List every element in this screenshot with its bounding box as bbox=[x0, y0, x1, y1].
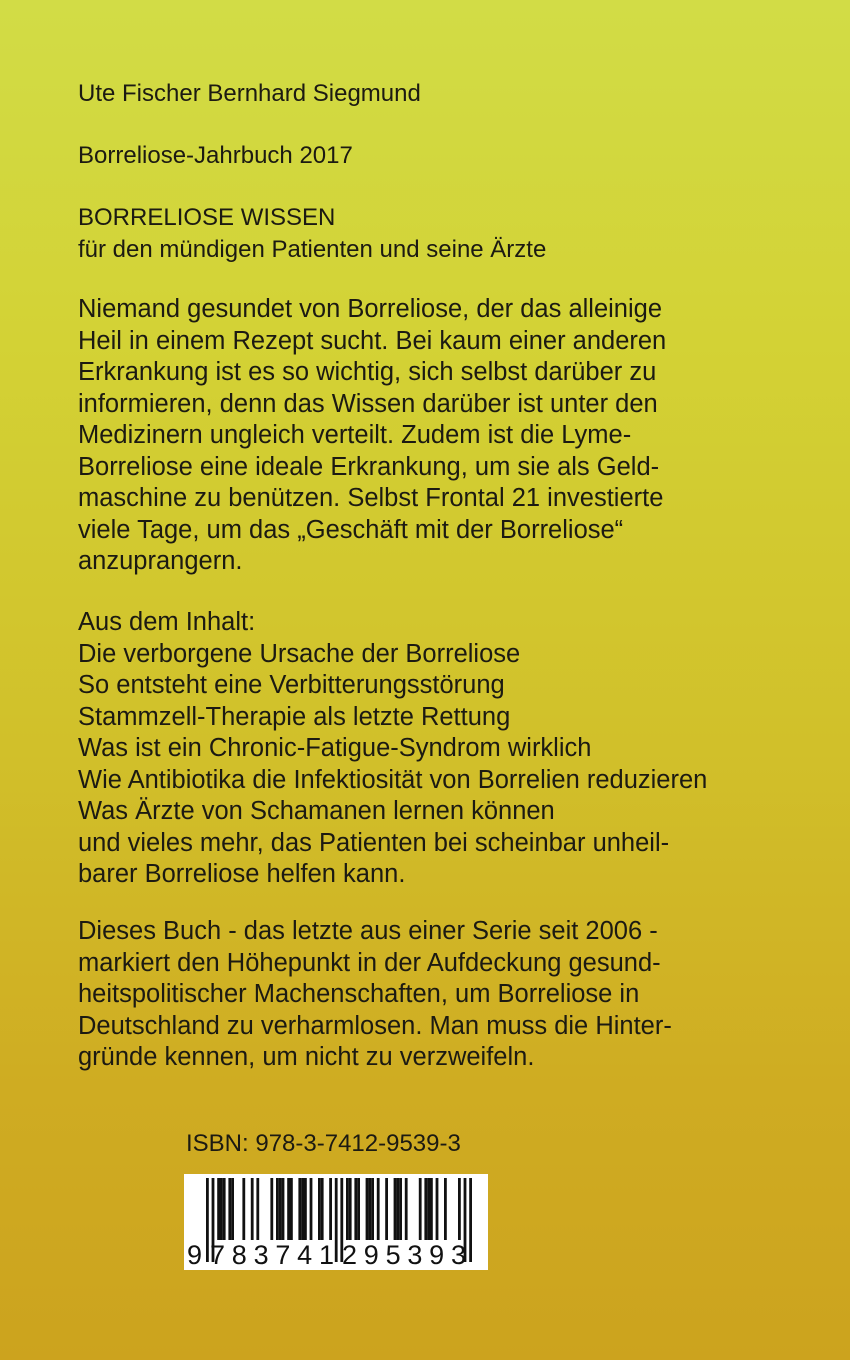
barcode-bar bbox=[419, 1178, 422, 1240]
text-line: informieren, denn das Wissen darüber ist unter den bbox=[78, 389, 658, 418]
barcode-bar bbox=[228, 1178, 231, 1240]
text-line: anzuprangern. bbox=[78, 547, 243, 575]
barcode-bar bbox=[310, 1178, 313, 1240]
text-line: Erkrankung ist es so wichtig, sich selbst darüber zu bbox=[78, 358, 657, 386]
barcode-bar bbox=[329, 1178, 332, 1240]
list-item: Die verborgene Ursache der Borreliose bbox=[78, 639, 521, 668]
barcode-bar bbox=[436, 1178, 439, 1240]
barcode-bar bbox=[469, 1178, 472, 1262]
list-item: So entsteht eine Verbitterungsstörung bbox=[78, 671, 505, 699]
barcode-bar bbox=[206, 1178, 209, 1262]
barcode-bar bbox=[444, 1178, 447, 1240]
barcode-bar bbox=[335, 1178, 338, 1262]
list-item: Was Ärzte von Schamanen lernen können bbox=[78, 797, 555, 825]
list-item: Stammzell-Therapie als letzte Rettung bbox=[78, 702, 511, 731]
barcode-bar bbox=[377, 1178, 380, 1240]
barcode-bar bbox=[220, 1178, 223, 1240]
text-line: Heil in einem Rezept sucht. Bei kaum einer anderen bbox=[78, 326, 667, 355]
barcode-graphic bbox=[184, 1174, 488, 1270]
barcode-bar bbox=[242, 1178, 245, 1240]
text-line: Deutschland zu verharmlosen. Man muss die Hinter- bbox=[78, 1011, 672, 1040]
list-item: barer Borreliose helfen kann. bbox=[78, 860, 406, 888]
barcode-bar bbox=[290, 1178, 293, 1240]
barcode-bar bbox=[405, 1178, 408, 1240]
barcode-bar bbox=[301, 1178, 304, 1240]
barcode-bar bbox=[349, 1178, 352, 1240]
barcode-bar bbox=[251, 1178, 254, 1240]
barcode-bar bbox=[282, 1178, 285, 1240]
series-title: Borreliose-Jahrbuch 2017 bbox=[78, 142, 353, 169]
barcode-bar bbox=[396, 1178, 399, 1240]
isbn-label: ISBN: 978-3-7412-9539-3 bbox=[186, 1130, 461, 1157]
book-title: BORRELIOSE WISSEN bbox=[78, 204, 336, 231]
barcode-bar bbox=[368, 1178, 371, 1240]
barcode-bar bbox=[366, 1178, 369, 1240]
text-line: gründe kennen, um nicht zu verzweifeln. bbox=[78, 1043, 535, 1071]
barcode-bar bbox=[424, 1178, 427, 1240]
barcode-digit-first: 9 bbox=[187, 1240, 203, 1270]
barcode-digits-left: 783741 bbox=[210, 1240, 334, 1270]
barcode-bar bbox=[276, 1178, 279, 1240]
intro-paragraph bbox=[78, 294, 778, 578]
barcode-bar bbox=[279, 1178, 282, 1240]
barcode-digits-right: 295393 bbox=[342, 1240, 466, 1270]
text-line: Medizinern ungleich verteilt. Zudem ist die Lyme- bbox=[78, 421, 632, 449]
closing-paragraph bbox=[78, 916, 778, 1074]
list-item: und vieles mehr, das Patienten bei scheinbar unheil- bbox=[78, 828, 670, 857]
text-line: viele Tage, um das „Geschäft mit der Borreliose“ bbox=[78, 515, 624, 544]
barcode-bar bbox=[458, 1178, 461, 1240]
contents-heading: Aus dem Inhalt: bbox=[78, 608, 256, 636]
barcode-bar bbox=[430, 1178, 433, 1240]
barcode-bar bbox=[217, 1178, 220, 1240]
barcode-bar bbox=[298, 1178, 301, 1240]
barcode-bar bbox=[354, 1178, 357, 1240]
barcode-bar bbox=[231, 1178, 234, 1240]
isbn-barcode bbox=[184, 1174, 488, 1270]
barcode-bar bbox=[223, 1178, 226, 1240]
list-item: Was ist ein Chronic-Fatigue-Syndrom wirklich bbox=[78, 734, 592, 762]
text-line: markiert den Höhepunkt in der Aufdeckung gesund- bbox=[78, 948, 661, 977]
barcode-bar bbox=[321, 1178, 324, 1240]
barcode-bar bbox=[304, 1178, 307, 1240]
barcode-bar bbox=[287, 1178, 290, 1240]
barcode-bar bbox=[357, 1178, 360, 1240]
text-line: Niemand gesundet von Borreliose, der das alleinige bbox=[78, 295, 663, 323]
text-line: Dieses Buch - das letzte aus einer Serie seit 2006 - bbox=[78, 917, 658, 945]
text-line: maschine zu benützen. Selbst Frontal 21 investierte bbox=[78, 484, 664, 512]
barcode-bar bbox=[399, 1178, 402, 1240]
barcode-bar bbox=[371, 1178, 374, 1240]
barcode-bar bbox=[256, 1178, 259, 1240]
contents-list bbox=[78, 607, 778, 891]
book-title-block bbox=[78, 202, 546, 266]
text-line: heitspolitischer Machenschaften, um Borreliose in bbox=[78, 980, 640, 1008]
list-item: Wie Antibiotika die Infektiosität von Borrelien reduzieren bbox=[78, 765, 708, 794]
barcode-bar bbox=[385, 1178, 388, 1240]
barcode-bar bbox=[318, 1178, 321, 1240]
author-names: Ute Fischer Bernhard Siegmund bbox=[78, 80, 421, 107]
barcode-bar bbox=[270, 1178, 273, 1240]
barcode-bar bbox=[427, 1178, 430, 1240]
barcode-bar bbox=[394, 1178, 397, 1240]
barcode-bar bbox=[346, 1178, 349, 1240]
book-subtitle: für den mündigen Patienten und seine Ärzte bbox=[78, 236, 547, 263]
text-line: Borreliose eine ideale Erkrankung, um sie als Geld- bbox=[78, 452, 660, 481]
